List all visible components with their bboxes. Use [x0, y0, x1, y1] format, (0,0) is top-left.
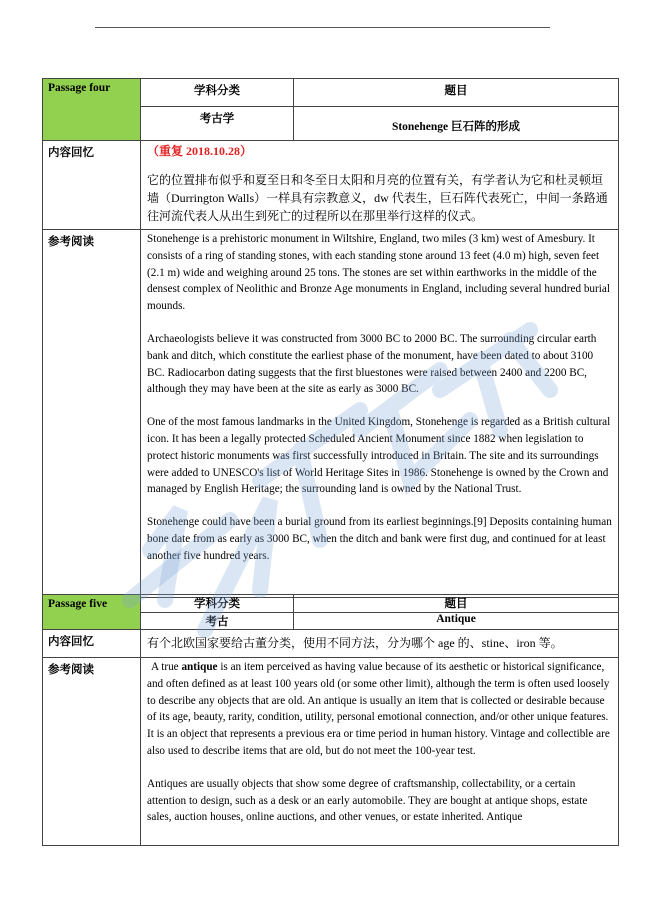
- category-value: 考古学: [141, 107, 294, 141]
- reading-paragraph: [147, 659, 612, 760]
- p1-prefix: A true: [151, 661, 182, 673]
- reading-paragraph: Stonehenge could have been a burial ground from its earliest beginnings.[9] Deposits containing human bone date from as early as 3000 BC, when the ditch and bank were first dug, and continued for at least another five hundred years.: [147, 516, 612, 562]
- reading-paragraph: Stonehenge is a prehistoric monument in Wiltshire, England, two miles (3 km) west of Amesbury. It consists of a ring of standing stones, with each standing stone around 13 feet (4.0 m) high, seven feet (2.1 m) wide and weighing around 25 tons. The stones are set within earthworks in the middle of the densest complex of Neolithic and Bronze Age monuments in England, including several hundred burial mounds.: [147, 233, 610, 313]
- passage-five-table: [42, 594, 619, 846]
- reading-cell: [141, 230, 619, 598]
- passage-four-table: [42, 78, 619, 598]
- category-value: 考古: [141, 613, 294, 630]
- topic-header: 题目: [294, 595, 619, 613]
- passage-five-label: Passage five: [43, 595, 141, 630]
- topic-header: 题目: [294, 79, 619, 107]
- p1-rest: is an item perceived as having value because of its aesthetic or historical significance, and often defined as at least 100 years old (or some other limit), although the term is often used loosely to describe any objects that are old. An antique is usually an item that is collected or desirable because of its age, beauty, rarity, condition, utility, personal emotional connection, and/or other unique features. It is an object that represents a previous era or time period in human history. Vintage and collectible are also used to describe items that are old, but do not meet the 100-year test.: [147, 661, 610, 757]
- reading-cell: [141, 658, 619, 846]
- topic-value: Stonehenge 巨石阵的形成: [294, 107, 619, 141]
- antique-term: antique: [181, 661, 218, 673]
- reading-paragraph: Archaeologists believe it was constructed from 3000 BC to 2000 BC. The surrounding circular earth bank and ditch, which constitute the earliest phase of the monument, have been dated to about 3100 BC. Radiocarbon dating suggests that the first bluestones were raised between 2400 and 2200 BC, although they may have been at the site as early as 3000 BC.: [147, 332, 597, 396]
- reading-paragraph: Antiques are usually objects that show some degree of craftsmanship, collectability, or a certain attention to design, such as a desk or an early automobile. They are bought at antique shops, estate sales, auction houses, online auctions, and other venues, or estate inherited. Antique: [147, 777, 588, 824]
- recall-cell: [141, 141, 619, 230]
- category-header: 学科分类: [141, 595, 294, 613]
- passage-four-label: Passage four: [43, 79, 141, 141]
- reading-label: 参考阅读: [43, 658, 141, 846]
- reading-paragraph: One of the most famous landmarks in the United Kingdom, Stonehenge is regarded as a British cultural icon. It has been a legally protected Scheduled Ancient Monument since 1882 when legislation to protect historic monuments was first successfully introduced in Britain. The site and its surroundings were added to UNESCO's list of World Heritage Sites in 1986. Stonehenge is owned by the Crown and managed by English Heritage; the surrounding land is owned by the National Trust.: [147, 416, 611, 496]
- topic-value: Antique: [294, 613, 619, 630]
- recall-text: 它的位置排布似乎和夏至日和冬至日太阳和月亮的位置有关，有学者认为它和杜灵顿垣墙（Durrington Walls）一样具有宗教意义，dw 代表生，巨石阵代表死亡，中间一条路通往河流代表人从出生到死亡的过程所以在那里举行这样的仪式。: [147, 173, 608, 223]
- header-rule: [95, 27, 550, 28]
- repeat-note: （重复 2018.10.28）: [147, 144, 253, 158]
- recall-text: 有个北欧国家要给古董分类，使用不同方法，分为哪个 age 的、stine、iron 等。: [141, 630, 619, 658]
- recall-label: 内容回忆: [43, 630, 141, 658]
- reading-label: 参考阅读: [43, 230, 141, 598]
- recall-label: 内容回忆: [43, 141, 141, 230]
- category-header: 学科分类: [141, 79, 294, 107]
